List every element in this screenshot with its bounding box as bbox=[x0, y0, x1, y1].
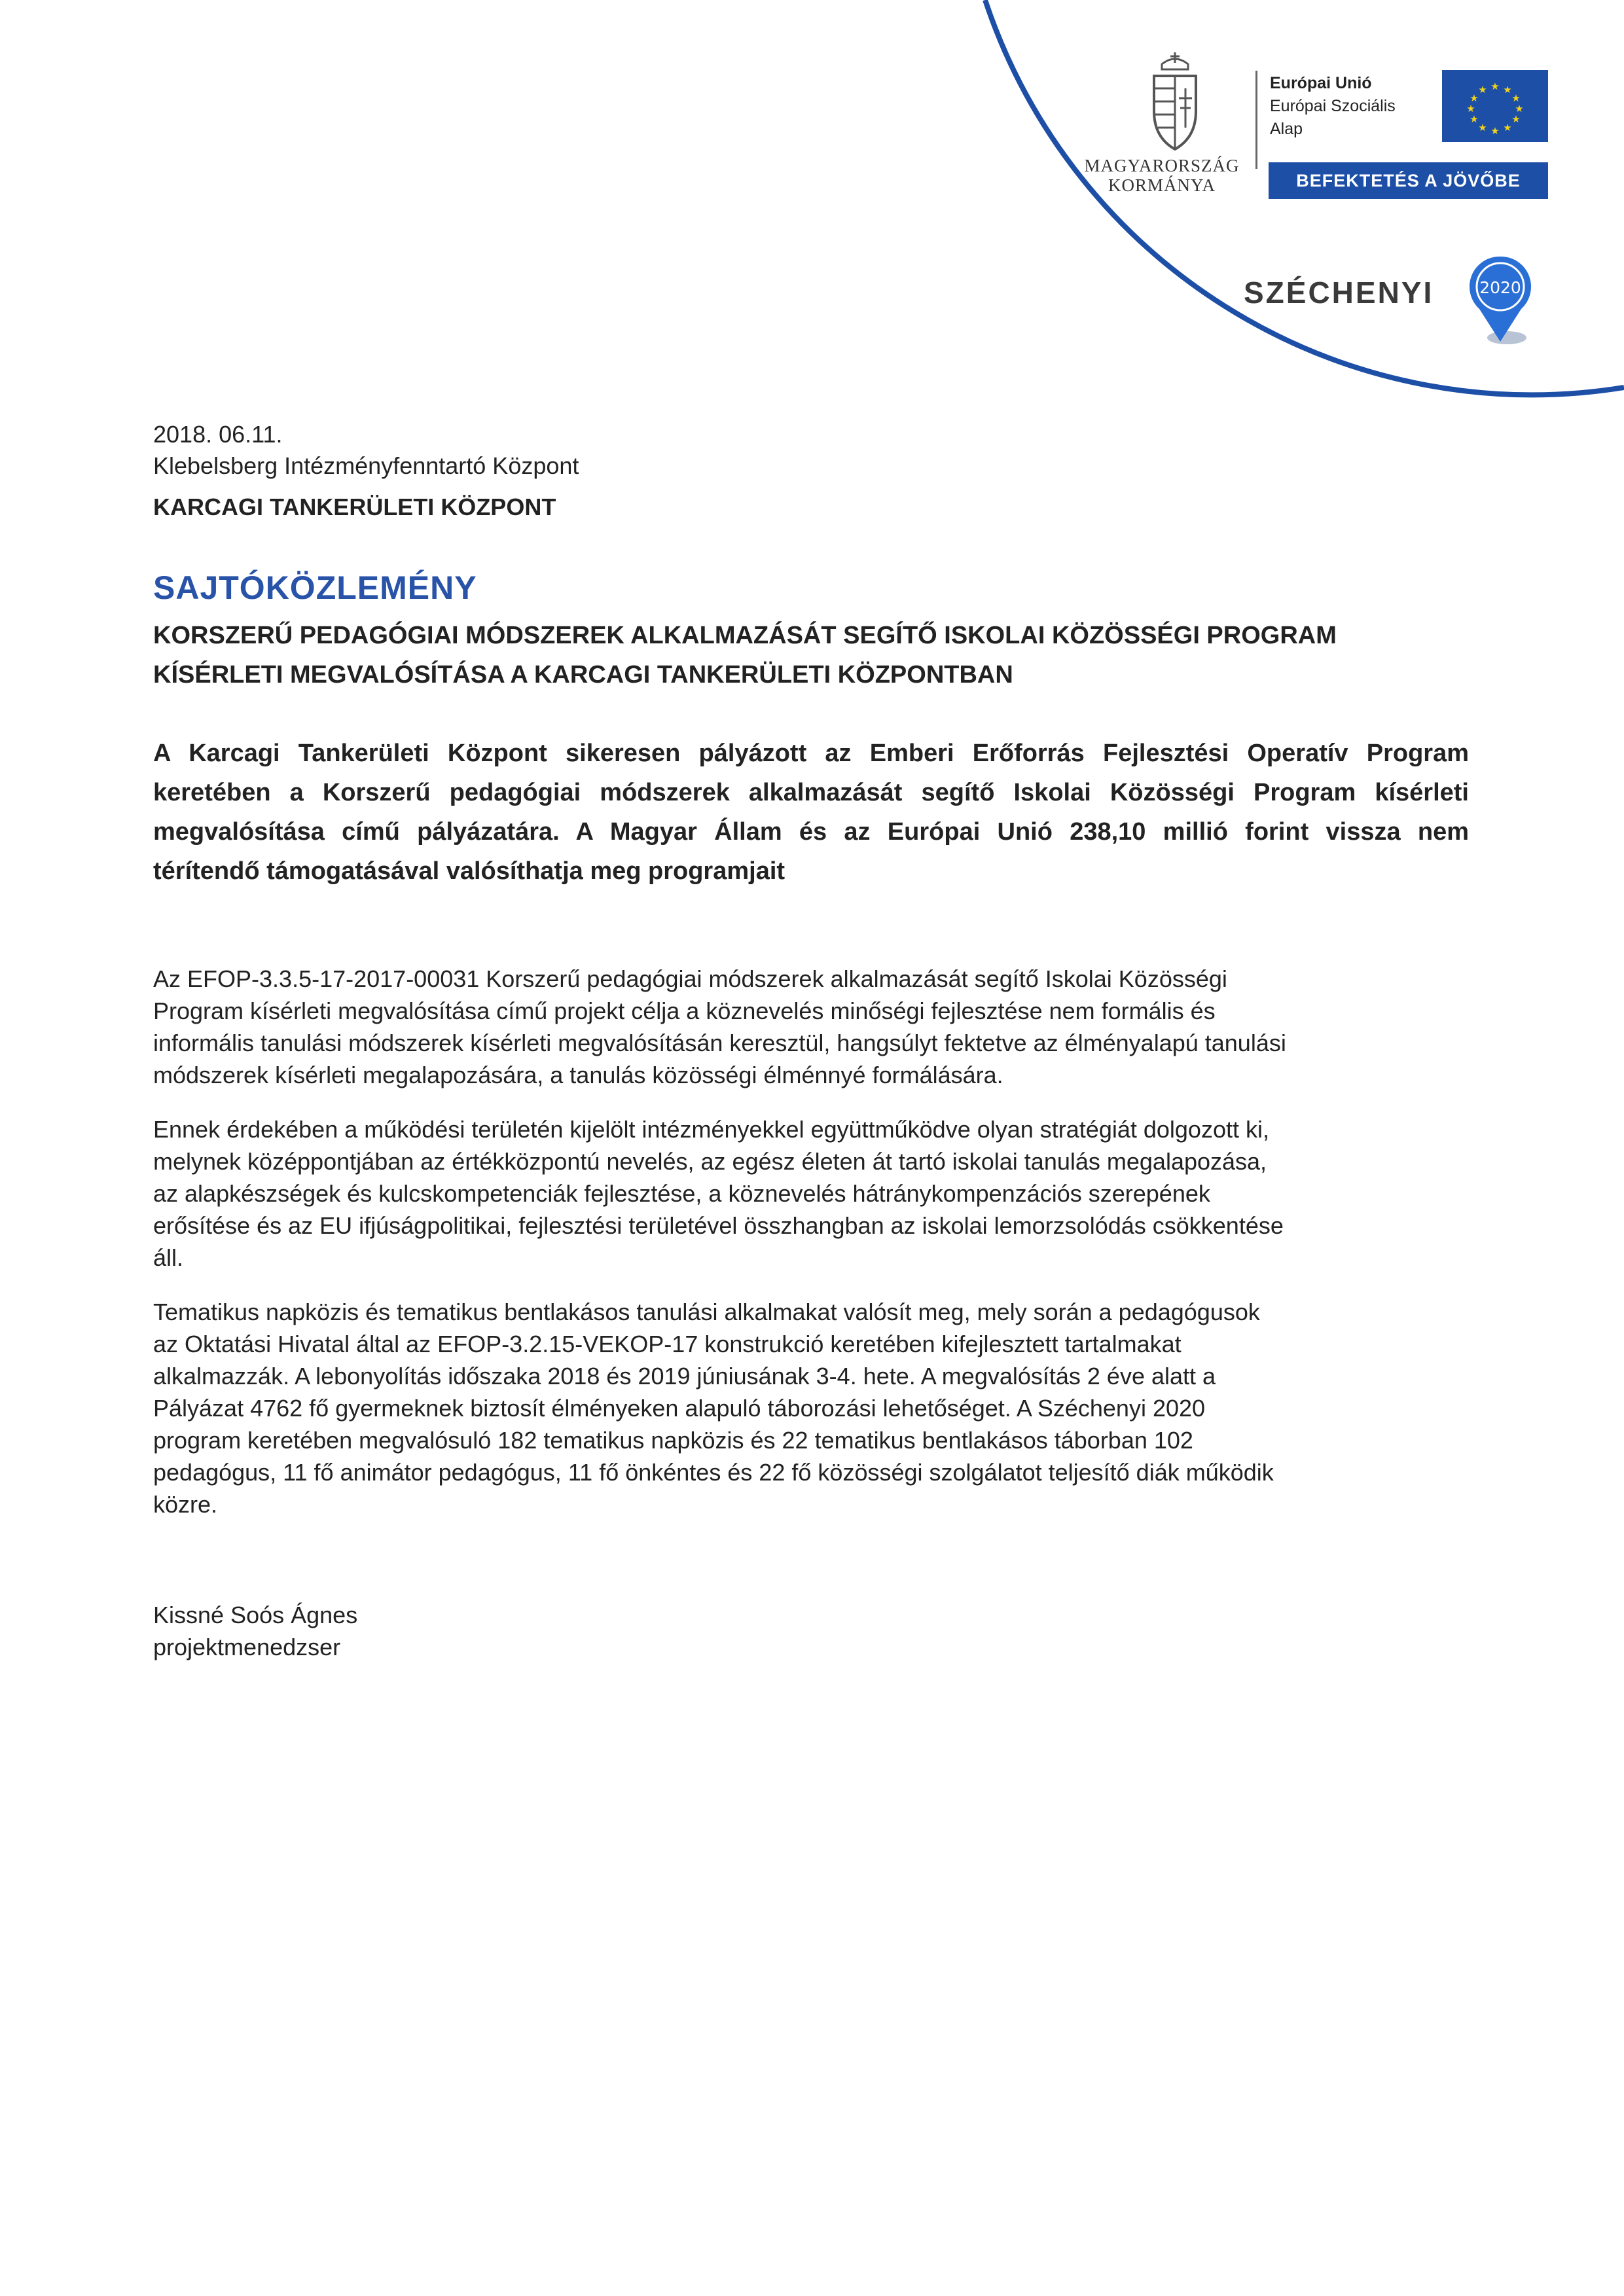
headline-line: KÍSÉRLETI MEGVALÓSÍTÁSA A KARCAGI TANKERÜLETI KÖZPONTBAN bbox=[153, 661, 1013, 689]
lead-line: A Karcagi Tankerületi Központ sikeresen pályázott az Emberi Erőforrás Fejlesztési Operatív Program bbox=[153, 740, 1469, 767]
lead-line: keretében a Korszerű pedagógiai módszerek alkalmazását segítő Iskolai Közösségi Program kísérleti bbox=[153, 779, 1469, 806]
svg-text:★: ★ bbox=[1503, 122, 1512, 134]
szechenyi-year: 2020 bbox=[1479, 278, 1521, 297]
svg-text:★: ★ bbox=[1515, 103, 1524, 115]
paragraph-line: az alapkészségek és kulcskompetenciák fejlesztése, a köznevelés hátránykompenzációs szerepének bbox=[153, 1180, 1210, 1207]
paragraph-line: közre. bbox=[153, 1491, 218, 1518]
paragraph-line: Ennek érdekében a működési területén kijelölt intézményekkel együttműködve olyan stratégiát dolgozott ki, bbox=[153, 1116, 1269, 1143]
svg-text:★: ★ bbox=[1511, 92, 1521, 104]
eu-divider bbox=[1255, 71, 1257, 169]
svg-text:★: ★ bbox=[1470, 113, 1479, 125]
paragraph-line: módszerek kísérleti megalapozására, a tanulás közösségi élménnyé formálására. bbox=[153, 1062, 1003, 1088]
paragraph-line: Pályázat 4762 fő gyermeknek biztosít élményeken alapuló táborozási lehetőséget. A Széchenyi 2020 bbox=[153, 1395, 1206, 1422]
paragraph-line: program keretében megvalósuló 182 tematikus napközis és 22 tematikus bentlakásos táborban 102 bbox=[153, 1427, 1193, 1454]
body-paragraph-1 bbox=[153, 963, 1469, 1091]
signature-role: projektmenedzser bbox=[153, 1634, 341, 1660]
svg-text:★: ★ bbox=[1511, 113, 1521, 125]
svg-text:★: ★ bbox=[1478, 84, 1487, 96]
headline-line: KORSZERŰ PEDAGÓGIAI MÓDSZEREK ALKALMAZÁSÁT SEGÍTŐ ISKOLAI KÖZÖSSÉGI PROGRAM bbox=[153, 622, 1337, 649]
date: 2018. 06.11. bbox=[153, 421, 283, 448]
eu-fund-line1: Európai Szociális bbox=[1270, 97, 1396, 115]
lead-line: megvalósítása című pályázatára. A Magyar Állam és az Európai Unió 238,10 millió forint vissza nem bbox=[153, 818, 1469, 846]
invest-banner: BEFEKTETÉS A JÖVŐBE bbox=[1269, 162, 1548, 199]
district-name: KARCAGI TANKERÜLETI KÖZPONT bbox=[153, 493, 556, 520]
paragraph-line: pedagógus, 11 fő animátor pedagógus, 11 fő önkéntes és 22 fő közösségi szolgálatot teljesítő diák működik bbox=[153, 1459, 1274, 1486]
signature bbox=[153, 1599, 1469, 1663]
paragraph-line: Az EFOP-3.3.5-17-2017-00031 Korszerű pedagógiai módszerek alkalmazását segítő Iskolai Közösségi bbox=[153, 965, 1227, 992]
svg-text:★: ★ bbox=[1478, 122, 1487, 134]
svg-text:★: ★ bbox=[1470, 92, 1479, 104]
paragraph-line: az Oktatási Hivatal által az EFOP-3.2.15-VEKOP-17 konstrukció keretében kifejlesztett tartalmakat bbox=[153, 1331, 1182, 1357]
press-release bbox=[153, 419, 1469, 1663]
svg-text:★: ★ bbox=[1490, 81, 1500, 92]
lead-line: térítendő támogatásával valósíthatja meg programjait bbox=[153, 857, 785, 885]
paragraph-line: Program kísérleti megvalósítása című projekt célja a köznevelés minőségi fejlesztése nem formális és bbox=[153, 997, 1216, 1024]
headline bbox=[153, 616, 1469, 694]
svg-text:★: ★ bbox=[1490, 125, 1500, 137]
paragraph-line: alkalmazzák. A lebonyolítás időszaka 2018 és 2019 júniusának 3-4. hete. A megvalósítás 2 éve alatt a bbox=[153, 1363, 1216, 1390]
paragraph-line: erősítése és az EU ifjúságpolitikai, fejlesztési területével összhangban az iskolai lemorzsolódás csökkentése bbox=[153, 1212, 1284, 1239]
lead-paragraph bbox=[153, 734, 1469, 891]
eu-name: Európai Unió bbox=[1270, 74, 1372, 92]
body-paragraph-3 bbox=[153, 1296, 1469, 1520]
paragraph-line: informális tanulási módszerek kísérleti megvalósításán keresztül, hangsúlyt fektetve az élményalapú tanulási bbox=[153, 1030, 1286, 1056]
signature-name: Kissné Soós Ágnes bbox=[153, 1602, 358, 1628]
header-logos bbox=[1080, 52, 1551, 367]
hungarian-coat-of-arms-icon bbox=[1149, 52, 1201, 151]
eu-label bbox=[1270, 72, 1396, 141]
government-line2: KORMÁNYA bbox=[1108, 175, 1216, 195]
paragraph-line: áll. bbox=[153, 1244, 184, 1271]
svg-text:★: ★ bbox=[1503, 84, 1512, 96]
body-paragraph-2 bbox=[153, 1113, 1469, 1274]
government-line1: MAGYARORSZÁG bbox=[1084, 156, 1240, 175]
szechenyi-badge-icon bbox=[1466, 254, 1535, 346]
organization: Klebelsberg Intézményfenntartó Központ bbox=[153, 452, 579, 479]
eu-fund-line2: Alap bbox=[1270, 120, 1303, 138]
eu-flag-icon bbox=[1442, 70, 1548, 142]
svg-text:★: ★ bbox=[1466, 103, 1475, 115]
paragraph-line: melynek középpontjában az értékközpontú nevelés, az egész életen át tartó iskolai tanulás megalapozása, bbox=[153, 1148, 1267, 1175]
szechenyi-name: SZÉCHENYI bbox=[1244, 276, 1434, 310]
press-release-title: SAJTÓKÖZLEMÉNY bbox=[153, 569, 477, 606]
paragraph-line: Tematikus napközis és tematikus bentlakásos tanulási alkalmakat valósít meg, mely során a pedagógusok bbox=[153, 1299, 1260, 1325]
government-label bbox=[1080, 156, 1244, 195]
